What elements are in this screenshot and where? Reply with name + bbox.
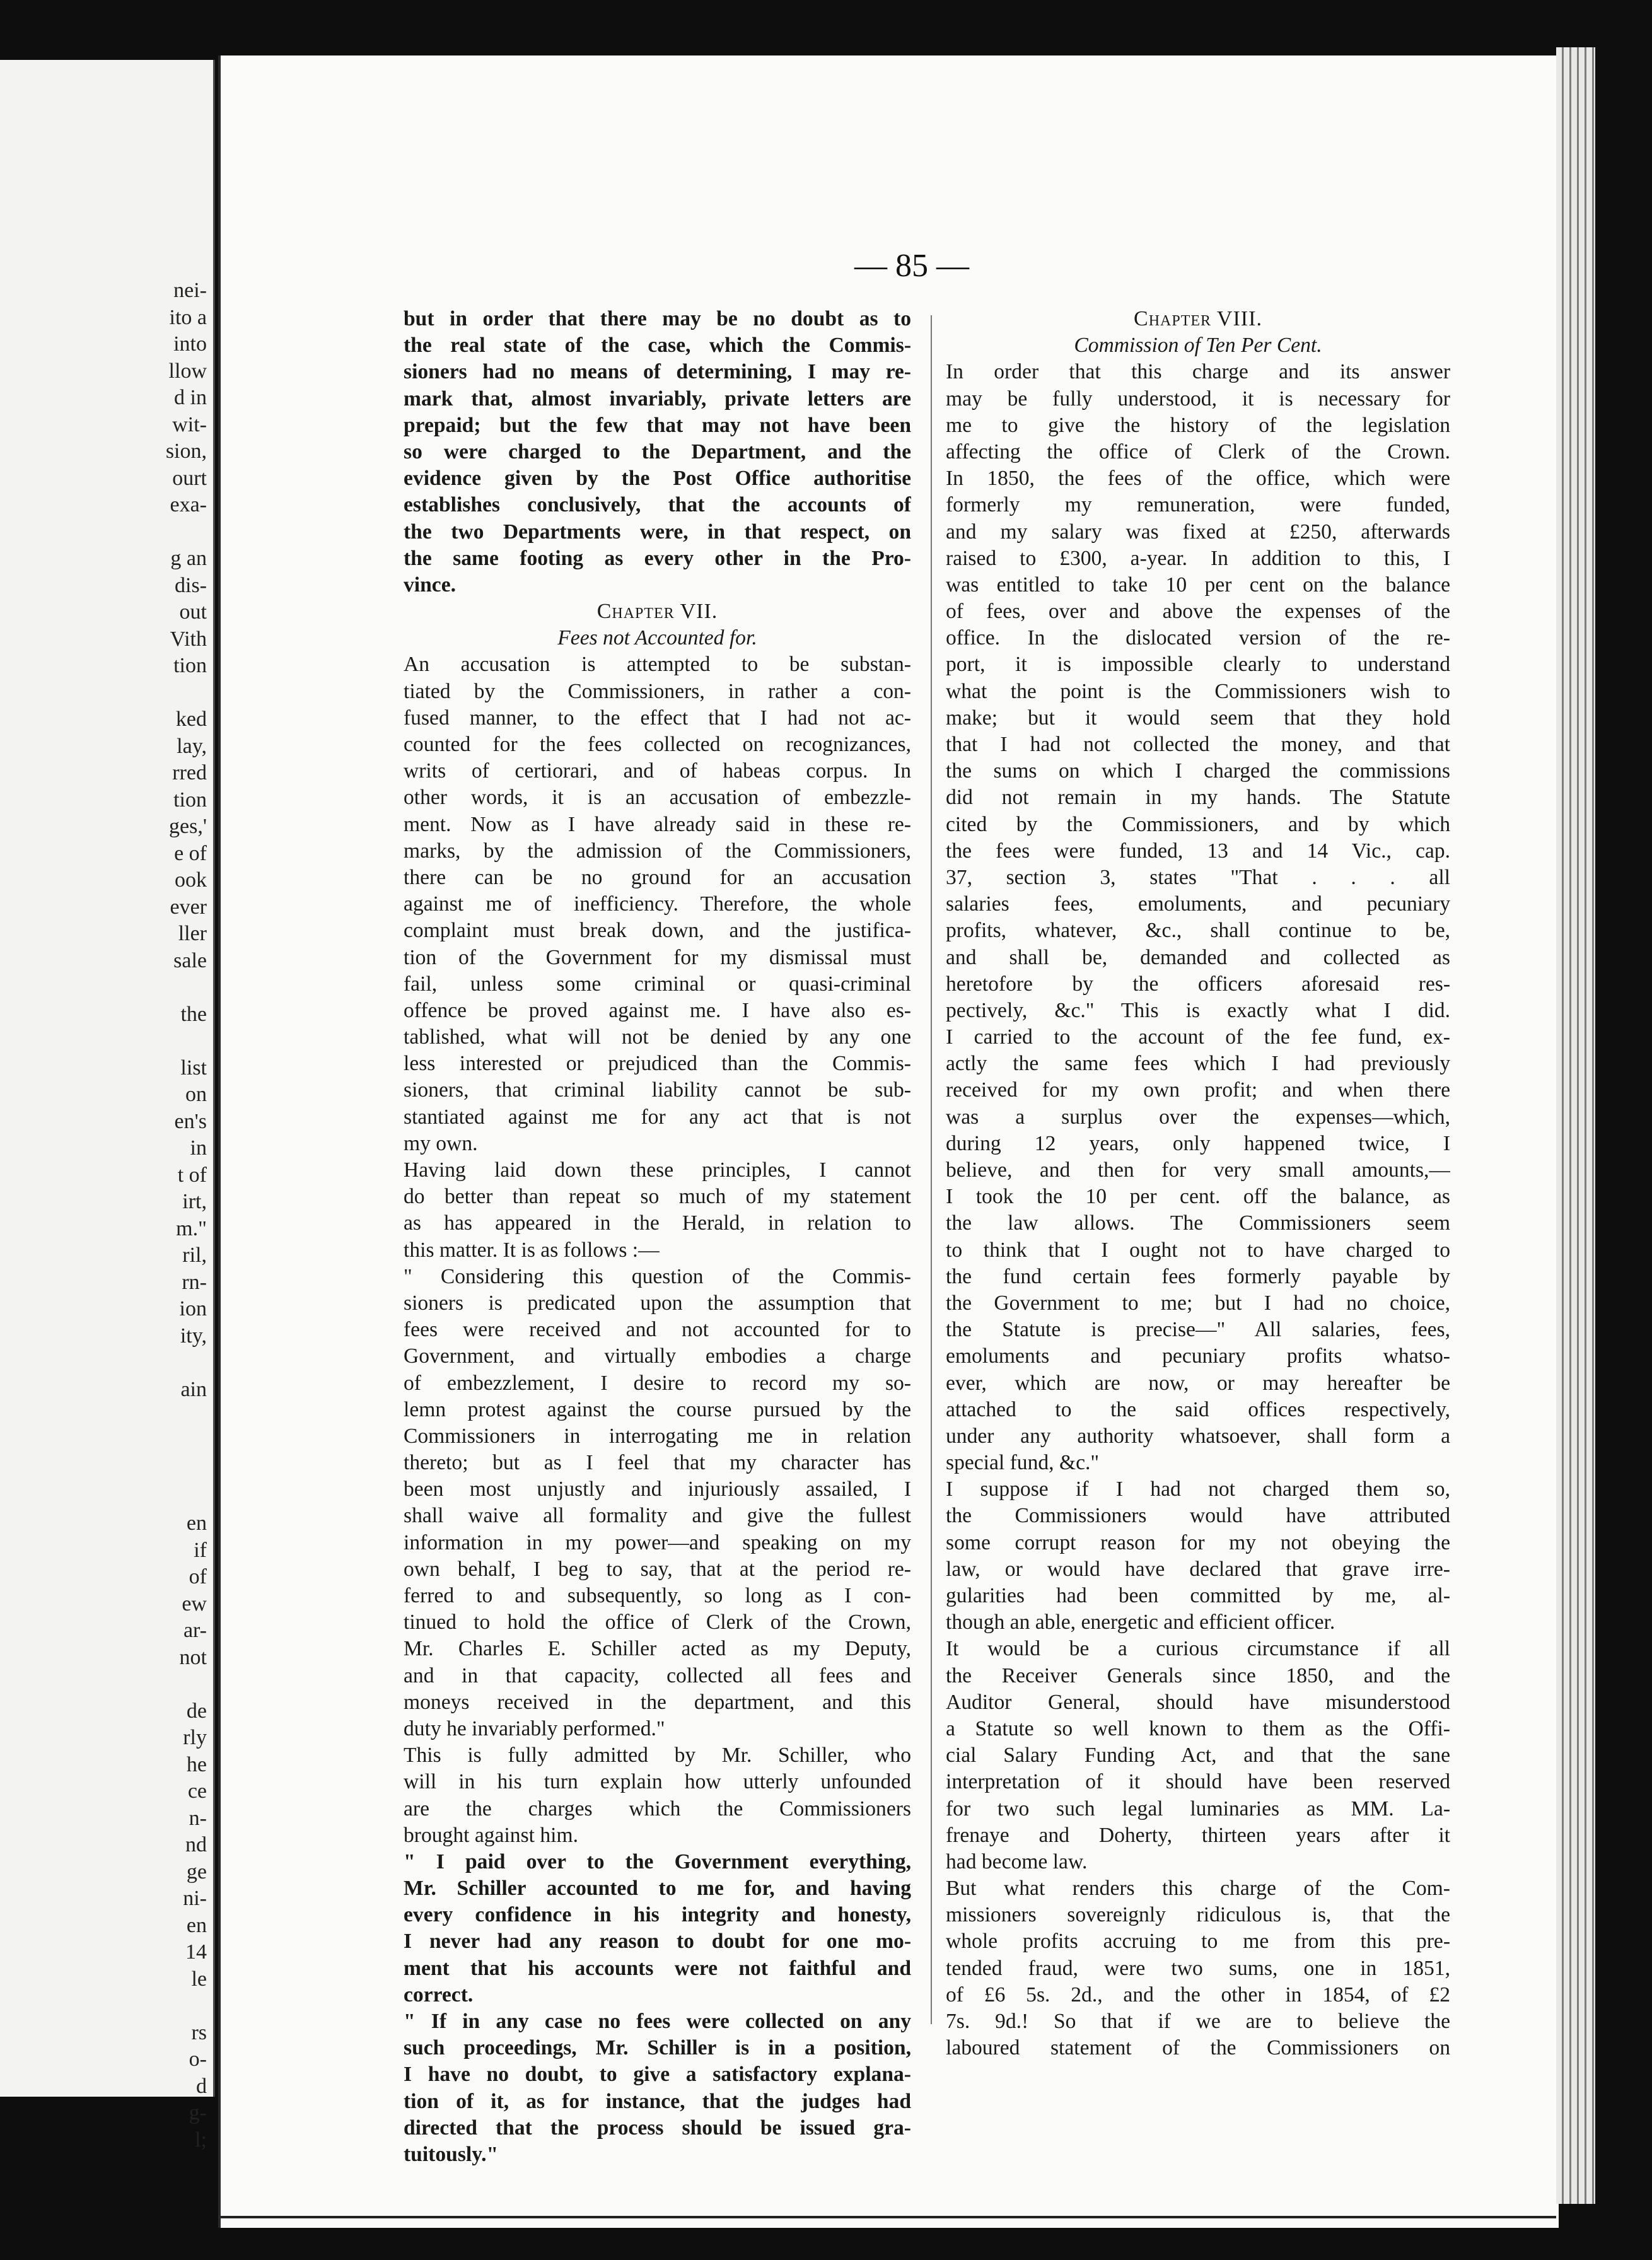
fragment-line: n- — [189, 1806, 207, 1830]
fragment-line: out — [179, 600, 207, 624]
fragment-line: 14 — [185, 1940, 207, 1964]
text-line: the fund certain fees formerly payable by — [946, 1264, 1450, 1288]
text-line: and shall be, demanded and collected as — [946, 945, 1450, 969]
fragment-line: of — [189, 1565, 207, 1588]
text-line: Having laid down these principles, I cannot — [404, 1158, 911, 1182]
text-line: laboured statement of the Commissioners on — [946, 2036, 1450, 2060]
text-line: this matter. It is as follows :— — [404, 1238, 660, 1262]
fragment-line: into — [173, 332, 207, 356]
text-line: This is fully admitted by Mr. Schiller, who — [404, 1744, 911, 1768]
page-stack-edge — [1556, 47, 1595, 2204]
text-line: But what renders this charge of the Com- — [946, 1877, 1450, 1901]
text-line: prepaid; but the few that may not have been — [404, 413, 911, 437]
text-line: for two such legal luminaries as MM. La- — [946, 1797, 1450, 1820]
text-line: tion of it, as for instance, that the judges had — [404, 2089, 911, 2113]
fragment-line: Vith — [170, 627, 207, 651]
text-line: I never had any reason to doubt for one mo- — [404, 1930, 911, 1954]
text-line: heretofore by the officers aforesaid res- — [946, 972, 1450, 996]
text-line: ever, which are now, or may hereafter be — [946, 1371, 1450, 1395]
text-line: I took the 10 per cent. off the balance, as — [946, 1185, 1450, 1209]
fragment-line: ked — [175, 708, 207, 731]
fragment-line: en — [186, 1512, 207, 1535]
text-line: offence be proved against me. I have also es- — [404, 998, 911, 1022]
text-line: fused manner, to the effect that I had not ac- — [404, 706, 911, 730]
text-line: port, it is impossible clearly to understand — [946, 653, 1450, 677]
text-line: the two Departments were, in that respect, on — [404, 520, 911, 544]
fragment-line — [0, 1484, 213, 1511]
fragment-line: the — [180, 1002, 207, 1026]
fragment-line: g an — [170, 547, 207, 570]
text-line: sioners is predicated upon the assumption that — [404, 1291, 911, 1315]
text-line: vince. — [404, 573, 456, 597]
fragment-line: ook — [175, 868, 207, 892]
fragment-line: tion — [173, 654, 207, 677]
fragment-line: he — [186, 1752, 207, 1776]
fragment-line: ion — [179, 1297, 207, 1320]
fragment-line: ain — [180, 1377, 207, 1401]
text-line: some corrupt reason for my not obeying the — [946, 1530, 1450, 1554]
text-line: establishes conclusively, that the accounts of — [404, 493, 911, 517]
text-line: affecting the office of Clerk of the Crown. — [946, 440, 1450, 463]
text-line: cial Salary Funding Act, and that the sane — [946, 1744, 1450, 1768]
fragment-line: rn- — [182, 1270, 207, 1294]
text-line: correct. — [404, 1983, 474, 2007]
text-line: I have no doubt, to give a satisfactory explana- — [404, 2063, 911, 2087]
text-line: Commissioners in interrogating me in relation — [404, 1424, 911, 1448]
fragment-line: dis- — [175, 573, 207, 597]
text-line: I suppose if I had not charged them so, — [946, 1477, 1450, 1501]
fragment-line: l; — [195, 2128, 207, 2152]
text-line: the same footing as every other in the Pro- — [404, 546, 911, 570]
fragment-line: nd — [185, 1833, 207, 1856]
page-bottom-border — [221, 2216, 1556, 2218]
text-line: special fund, &c." — [946, 1451, 1100, 1475]
chapter-heading: Chapter VII. — [596, 600, 718, 624]
text-line: was entitled to take 10 per cent on the balance — [946, 573, 1450, 597]
text-line: and in that capacity, collected all fees and — [404, 1663, 911, 1687]
fragment-line: d — [196, 2074, 207, 2098]
fragment-line — [0, 1349, 213, 1377]
text-line: office. In the dislocated version of the re- — [946, 626, 1450, 650]
fragment-line: e of — [174, 841, 207, 865]
right-text-column — [946, 306, 1450, 2061]
text-line: been most unjustly and injuriously assailed, I — [404, 1477, 911, 1501]
text-line: as has appeared in the Herald, in relation to — [404, 1211, 911, 1235]
text-line: own behalf, I beg to say, that at the period re- — [404, 1557, 911, 1581]
text-line: fees were received and not accounted for to — [404, 1318, 911, 1342]
fragment-line: nei- — [173, 279, 207, 302]
text-line: 37, section 3, states "That . . . all — [946, 865, 1450, 889]
fragment-line: ar- — [183, 1619, 207, 1642]
fragment-line: ller — [178, 922, 207, 945]
fragment-line — [0, 680, 213, 707]
text-line: law, or would have declared that grave irre- — [946, 1557, 1450, 1581]
text-line: tiated by the Commissioners, in rather a con- — [404, 679, 911, 703]
text-line: In order that this charge and its answer — [946, 360, 1450, 384]
text-line: so were charged to the Department, and the — [404, 440, 911, 463]
text-line: " If in any case no fees were collected on any — [404, 2010, 911, 2033]
fragment-line — [0, 519, 213, 546]
text-line: evidence given by the Post Office authoritise — [404, 467, 911, 491]
text-line: the law allows. The Commissioners seem — [946, 1211, 1450, 1235]
text-line: tended fraud, were two sums, one in 1851, — [946, 1956, 1450, 1980]
text-line: my own. — [404, 1131, 478, 1155]
text-line: against me of inefficiency. Therefore, the whole — [404, 892, 911, 916]
chapter-subheading: Commission of Ten Per Cent. — [1074, 334, 1322, 358]
text-line: directed that the process should be issued gra- — [404, 2116, 911, 2140]
text-line: a Statute so well known to them as the Offi- — [946, 1716, 1450, 1740]
text-line: under any authority whatsoever, shall form a — [946, 1424, 1450, 1448]
text-line: stantiated against me for any act that is not — [404, 1105, 911, 1129]
text-line: believe, and then for very small amounts,— — [946, 1158, 1450, 1182]
text-line: formerly my remuneration, were funded, — [946, 493, 1450, 517]
fragment-line: not — [179, 1645, 207, 1669]
text-line: pectively, &c." This is exactly what I did. — [946, 998, 1450, 1022]
text-line: emoluments and pecuniary profits whatso- — [946, 1344, 1450, 1368]
text-line: brought against him. — [404, 1823, 578, 1847]
text-line: the Commissioners would have attributed — [946, 1504, 1450, 1528]
text-line: Mr. Charles E. Schiller acted as my Deputy, — [404, 1637, 911, 1661]
fragment-line — [0, 1457, 213, 1484]
fragment-line: tion — [173, 788, 207, 812]
left-text-column — [404, 306, 911, 2168]
text-line: Mr. Schiller accounted to me for, and having — [404, 1877, 911, 1901]
text-line: complaint must break down, and the justifica- — [404, 919, 911, 943]
fragment-line: sion, — [165, 440, 207, 463]
text-line: that I had not collected the money, and that — [946, 733, 1450, 756]
text-line: missioners sovereignly ridiculous is, that the — [946, 1903, 1450, 1927]
text-line: other words, it is an accusation of embezzle- — [404, 786, 911, 810]
text-line: was a surplus over the expenses—which, — [946, 1105, 1450, 1129]
fragment-line: ew — [182, 1592, 207, 1616]
text-line: tablished, what will not be denied by any one — [404, 1025, 911, 1049]
fragment-line: wit- — [172, 412, 207, 436]
text-line: duty he invariably performed." — [404, 1716, 665, 1740]
text-line: though an able, energetic and efficient officer. — [946, 1611, 1335, 1634]
text-line: mark that, almost invariably, private letters are — [404, 387, 911, 411]
text-line: the Statute is precise—" All salaries, fees, — [946, 1318, 1450, 1342]
fragment-line: if — [194, 1538, 207, 1562]
fragment-line: ni- — [183, 1887, 207, 1910]
text-line: ment that his accounts were not faithful and — [404, 1956, 911, 1980]
fragment-line: rs — [191, 2020, 207, 2044]
text-line: the Government to me; but I had no choice, — [946, 1291, 1450, 1315]
text-line: tion of the Government for my dismissal must — [404, 945, 911, 969]
text-line: 7s. 9d.! So that if we are to believe the — [946, 2010, 1450, 2033]
text-line: whole profits accruing to me from this pre- — [946, 1930, 1450, 1954]
fragment-line: ce — [187, 1779, 207, 1803]
text-line: of £6 5s. 2d., and the other in 1854, of £2 — [946, 1983, 1450, 2007]
fragment-line: le — [191, 1967, 207, 1991]
text-line: tinued to hold the office of Clerk of the Crown, — [404, 1611, 911, 1634]
fragment-line: llow — [168, 359, 207, 383]
text-line: thereto; but as I feel that my character has — [404, 1451, 911, 1475]
text-line: " Considering this question of the Commis- — [404, 1264, 911, 1288]
text-line: me to give the history of the legislation — [946, 413, 1450, 437]
text-line: profits, whatever, &c., shall continue to be, — [946, 919, 1450, 943]
text-line: less interested or prejudiced than the Commis- — [404, 1052, 911, 1076]
text-line: salaries fees, emoluments, and pecuniary — [946, 892, 1450, 916]
fragment-line: lay, — [177, 734, 207, 758]
text-line: of embezzlement, I desire to record my so- — [404, 1371, 911, 1395]
text-line: sioners, that criminal liability cannot be sub- — [404, 1078, 911, 1102]
text-line: writs of certiorari, and of habeas corpus. In — [404, 759, 911, 783]
fragment-line: irt, — [182, 1190, 207, 1213]
fragment-line: t of — [177, 1163, 207, 1187]
fragment-line: exa- — [170, 493, 207, 516]
text-line: and my salary was fixed at £250, afterwards — [946, 520, 1450, 544]
text-line: the sums on which I charged the commissions — [946, 759, 1450, 783]
text-line: cited by the Commissioners, and by which — [946, 812, 1450, 836]
text-line: frenaye and Doherty, thirteen years after it — [946, 1823, 1450, 1847]
text-line: the Receiver Generals since 1850, and the — [946, 1663, 1450, 1687]
fragment-line: sale — [173, 948, 207, 972]
text-line: during 12 years, only happened twice, I — [946, 1131, 1450, 1155]
fragment-line: rly — [183, 1726, 207, 1749]
text-line: Auditor General, should have misunderstood — [946, 1690, 1450, 1714]
text-line: shall waive all formality and give the fullest — [404, 1504, 911, 1528]
text-line: ment. Now as I have already said in these re- — [404, 812, 911, 836]
fragment-line — [0, 1028, 213, 1055]
text-line: but in order that there may be no doubt as to — [404, 307, 911, 330]
fragment-line: en's — [174, 1109, 207, 1133]
text-line: attached to the said offices respectively, — [946, 1397, 1450, 1421]
text-line: the real state of the case, which the Commis- — [404, 334, 911, 358]
fragment-line: in — [190, 1136, 207, 1160]
fragment-line: d in — [174, 386, 207, 409]
fragment-line: ever — [170, 895, 207, 919]
text-line: sioners had no means of determining, I may re- — [404, 360, 911, 384]
text-line: " I paid over to the Government everything, — [404, 1849, 911, 1873]
text-line: moneys received in the department, and this — [404, 1690, 911, 1714]
text-line: gularities had been committed by me, al- — [946, 1584, 1450, 1607]
text-line: received for my own profit; and when there — [946, 1078, 1450, 1102]
fragment-line — [0, 1993, 213, 2020]
text-line: An accusation is attempted to be substan- — [404, 653, 911, 677]
text-line: I carried to the account of the fee fund, ex- — [946, 1025, 1450, 1049]
text-line: fail, unless some criminal or quasi-criminal — [404, 972, 911, 996]
text-line: lemn protest against the course pursued by the — [404, 1397, 911, 1421]
fragment-line: on — [185, 1083, 207, 1106]
text-line: raised to £300, a-year. In addition to this, I — [946, 546, 1450, 570]
fragment-line: ge — [186, 1860, 207, 1884]
fragment-line: rred — [172, 761, 207, 784]
text-line: counted for the fees collected on recognizances, — [404, 733, 911, 756]
chapter-subheading: Fees not Accounted for. — [557, 626, 757, 650]
text-line: such proceedings, Mr. Schiller is in a position, — [404, 2036, 911, 2060]
fragment-line: m." — [176, 1216, 207, 1240]
fragment-line — [0, 1403, 213, 1430]
text-line: there can be no ground for an accusation — [404, 865, 911, 889]
text-line: every confidence in his integrity and honesty, — [404, 1903, 911, 1927]
fragment-line: o- — [189, 2047, 207, 2071]
fragment-line: en — [186, 1913, 207, 1937]
text-line: did not remain in my hands. The Statute — [946, 786, 1450, 810]
text-line: of fees, over and above the expenses of the — [946, 600, 1450, 624]
fragment-line — [0, 974, 213, 1001]
text-line: marks, by the admission of the Commissioners, — [404, 839, 911, 863]
fragment-line — [0, 1671, 213, 1698]
fragment-line: g- — [189, 2101, 207, 2124]
page-number: — 85 — — [854, 248, 969, 284]
text-line: are the charges which the Commissioners — [404, 1797, 911, 1820]
text-line: will in his turn explain how utterly unfounded — [404, 1770, 911, 1794]
text-line: make; but it would seem that they hold — [946, 706, 1450, 730]
text-line: do better than repeat so much of my statement — [404, 1185, 911, 1209]
fragment-line — [0, 1430, 213, 1457]
text-line: tuitously." — [404, 2142, 499, 2166]
text-line: information in my power—and speaking on my — [404, 1530, 911, 1554]
text-line: In 1850, the fees of the office, which were — [946, 467, 1450, 491]
text-line: what the point is the Commissioners wish to — [946, 679, 1450, 703]
fragment-line: list — [180, 1056, 207, 1080]
fragment-line: de — [186, 1699, 207, 1723]
column-divider — [931, 315, 932, 2024]
fragment-line: ity, — [180, 1324, 207, 1348]
chapter-heading: Chapter VIII. — [1134, 307, 1262, 330]
fragment-line: ito a — [169, 305, 207, 329]
text-line: may be fully understood, it is necessary for — [946, 387, 1450, 411]
text-line: ferred to and subsequently, so long as I con- — [404, 1584, 911, 1607]
text-line: actly the same fees which I had previously — [946, 1052, 1450, 1076]
text-line: Government, and virtually embodies a charge — [404, 1344, 911, 1368]
text-line: interpretation of it should have been reserved — [946, 1770, 1450, 1794]
fragment-line: ril, — [182, 1244, 207, 1267]
fragment-line: ourt — [172, 466, 207, 490]
text-line: the fees were funded, 13 and 14 Vic., cap. — [946, 839, 1450, 863]
text-line: had become law. — [946, 1849, 1088, 1873]
fragment-line: ges,' — [169, 815, 207, 838]
text-line: to think that I ought not to have charged to — [946, 1238, 1450, 1262]
text-line: It would be a curious circumstance if all — [946, 1637, 1450, 1661]
previous-page-text-fragments — [0, 277, 213, 2153]
